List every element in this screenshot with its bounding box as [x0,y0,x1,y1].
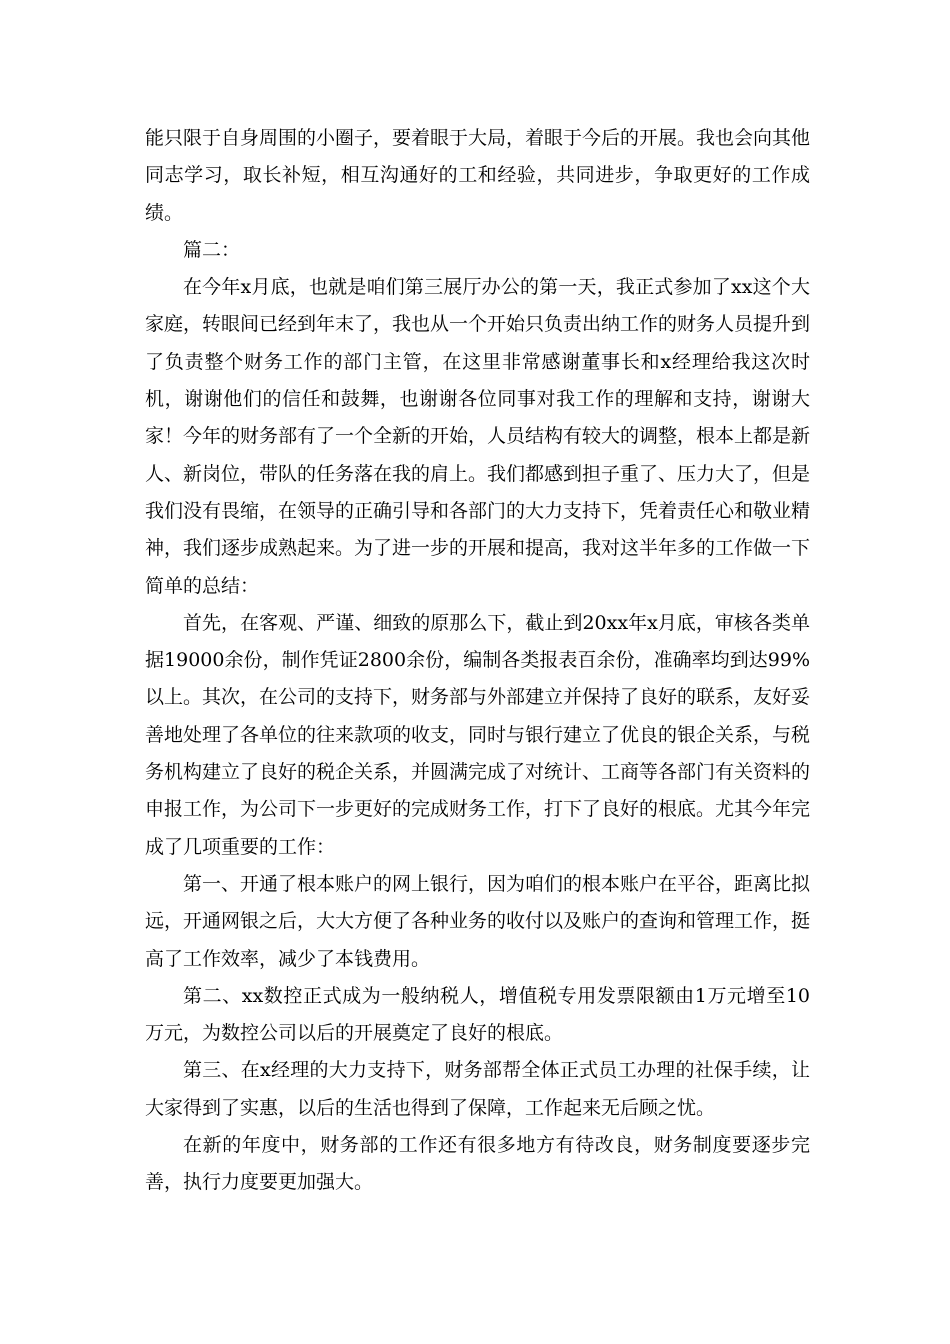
paragraph-work-summary: 首先，在客观、严谨、细致的原那么下，截止到20xx年x月底，审核各类单据19000余份，制作凭证2800余份，编制各类报表百余份，准确率均到达99%以上。其次，在公司的支持下，财务部与外部建立并保持了良好的联系，友好妥善地处理了各单位的往来款项的收支，同时与银行建立了优良的银企关系，与税务机构建立了良好的税企关系，并圆满完成了对统计、工商等各部门有关资料的申报工作，为公司下一步更好的完成财务工作，打下了良好的根底。尤其今年完成了几项重要的工作： [145,611,811,858]
paragraph-continuation: 能只限于自身周围的小圈子，要着眼于大局，着眼于今后的开展。我也会向其他同志学习，取长补短，相互沟通好的工和经验，共同进步，争取更好的工作成绩。 [145,127,811,224]
paragraph-item-two: 第二、xx数控正式成为一般纳税人，增值税专用发票限额由1万元增至10万元，为数控公司以后的开展奠定了良好的根底。 [145,984,810,1045]
paragraph-closing: 在新的年度中，财务部的工作还有很多地方有待改良，财务制度要逐步完善，执行力度要更加强大。 [145,1134,810,1194]
paragraph-item-one: 第一、开通了根本账户的网上银行，因为咱们的根本账户在平谷，距离比拟远，开通网银之后，大大方便了各种业务的收付以及账户的查询和管理工作，挺高了工作效率，减少了本钱费用。 [145,872,811,970]
paragraph-item-three: 第三、在x经理的大力支持下，财务部帮全体正式员工办理的社保手续，让大家得到了实惠，以后的生活也得到了保障，工作起来无后顾之忧。 [145,1059,810,1119]
section-heading-part-two: 篇二： [183,238,241,261]
paragraph-introduction: 在今年x月底，也就是咱们第三展厅办公的第一天，我正式参加了xx这个大家庭，转眼间已经到年末了，我也从一个开始只负责出纳工作的财务人员提升到了负责整个财务工作的部门主管，在这里非常感谢董事长和x经理给我这次时机，谢谢他们的信任和鼓舞，也谢谢各位同事对我工作的理解和支持，谢谢大家！今年的财务部有了一个全新的开始，人员结构有较大的调整，根本上都是新人、新岗位，带队的任务落在我的肩上。我们都感到担子重了、压力大了，但是我们没有畏缩，在领导的正确引导和各部门的大力支持下，凭着责任心和敬业精神，我们逐步成熟起来。为了进一步的开展和提高，我对这半年多的工作做一下简单的总结： [145,276,811,597]
document-body [145,120,810,1202]
